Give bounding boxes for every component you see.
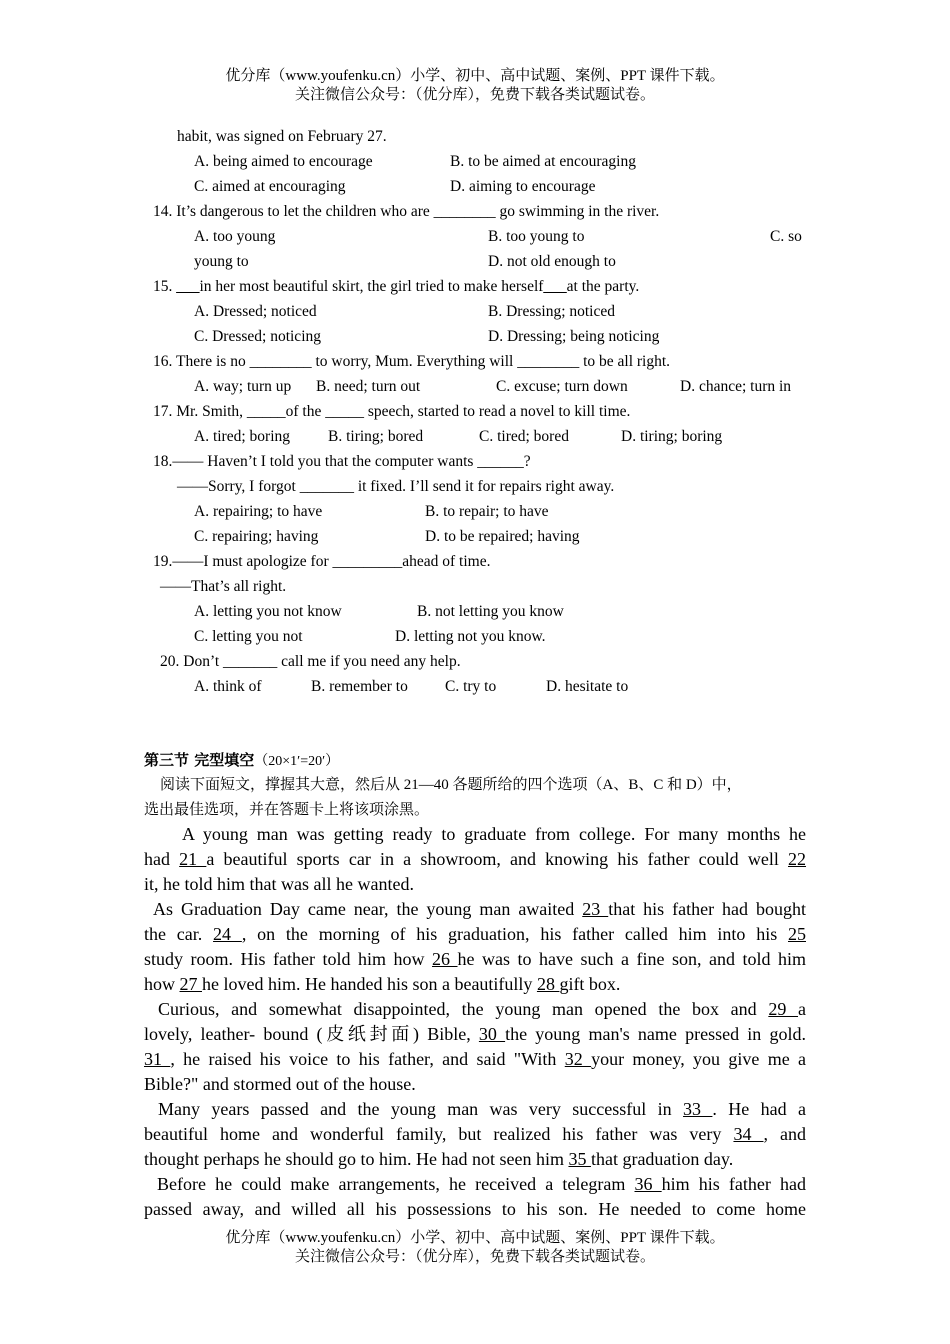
q18-option-d: D. to be repaired; having — [425, 528, 580, 545]
q16-option-c: C. excuse; turn down — [496, 378, 628, 395]
q14-option-a: A. too young — [194, 228, 276, 245]
q14-option-d: D. not old enough to — [488, 253, 616, 270]
passage-p1-line1: A young man was getting ready to graduate from college. For many months he — [182, 824, 806, 844]
blank-24: 24 — [213, 924, 242, 944]
q16-option-b: B. need; turn out — [316, 378, 421, 395]
blank-22: 22 — [788, 849, 807, 869]
passage-p1-line2: had 21 a beautiful sports car in a showroom, and knowing his father could well 22 — [144, 849, 807, 869]
q18-option-b: B. to repair; to have — [425, 503, 549, 520]
q18-option-a: A. repairing; to have — [194, 503, 323, 520]
passage-p5-line1: Before he could make arrangements, he received a telegram 36 him his father had — [157, 1174, 807, 1194]
footer-line-2: 关注微信公众号：（优分库），免费下载各类试题试卷。 — [294, 1249, 655, 1265]
blank-36: 36 — [634, 1174, 662, 1194]
q20-option-b: B. remember to — [311, 678, 408, 695]
q14-option-b: B. too young to — [488, 228, 585, 245]
blank-32: 32 — [564, 1049, 592, 1069]
q19-option-d: D. letting not you know. — [395, 628, 546, 645]
q16-option-d: D. chance; turn in — [680, 378, 792, 395]
q14-stem: 14. It’s dangerous to let the children who are ________ go swimming in the river. — [153, 203, 660, 220]
q14-option-c-part1: C. so — [770, 228, 802, 245]
blank-27: 27 — [179, 974, 202, 994]
q13-continuation: habit, was signed on February 27. — [177, 128, 387, 145]
passage-p4-line3: thought perhaps he should go to him. He had not seen him 35 that graduation day. — [144, 1149, 734, 1169]
blank-23: 23 — [582, 899, 609, 919]
passage-p5-line2: passed away, and willed all his possessions to his son. He needed to come home — [144, 1199, 806, 1219]
blank-35: 35 — [568, 1149, 591, 1169]
q20-option-c: C. try to — [445, 678, 497, 695]
q20-option-d: D. hesitate to — [546, 678, 629, 695]
blank-30: 30 — [478, 1024, 506, 1044]
q13-option-d: D. aiming to encourage — [450, 178, 596, 195]
header-line-2: 关注微信公众号：（优分库），免费下载各类试题试卷。 — [294, 87, 655, 103]
section-instruction-1: 阅读下面短文，撑握其大意，然后从 21—40 各题所给的四个选项（A、B、C 和 D）中， — [160, 777, 742, 793]
q19-reply: ——That’s all right. — [160, 578, 287, 595]
q20-stem: 20. Don’t _______ call me if you need any help. — [160, 653, 461, 670]
blank-34: 34 — [733, 1124, 764, 1144]
passage-p4-line1: Many years passed and the young man was very successful in 33 . He had a — [158, 1099, 807, 1119]
q17-option-d: D. tiring; boring — [621, 428, 723, 445]
section-instruction-2: 选出最佳选项，并在答题卡上将该项涂黑。 — [144, 802, 430, 818]
q15-option-c: C. Dressed; noticing — [194, 328, 321, 345]
passage-p3-line4: Bible?" and stormed out of the house. — [144, 1074, 416, 1094]
blank-28: 28 — [536, 974, 560, 994]
blank-26: 26 — [432, 949, 458, 969]
passage-p2-line4: how 27 he loved him. He handed his son a beautifully 28 gift box. — [144, 974, 621, 994]
blank-21: 21 — [179, 849, 207, 869]
section-title: 第三节 完型填空（20×1′=20′） — [144, 751, 340, 769]
q20-option-a: A. think of — [194, 678, 262, 695]
q16-stem: 16. There is no ________ to worry, Mum. Everything will ________ to be all right. — [153, 353, 671, 370]
q19-stem: 19.——I must apologize for _________ahead of time. — [153, 553, 491, 570]
passage-p3-line2: lovely, leather- bound (皮纸封面) Bible, 30 the young man's name pressed in gold. — [144, 1024, 806, 1044]
q14-option-c-part2: young to — [194, 253, 249, 270]
q19-option-b: B. not letting you know — [417, 603, 564, 620]
passage-p2-line2: the car. 24 , on the morning of his graduation, his father called him into his 25 — [144, 924, 806, 944]
q15-option-d: D. Dressing; being noticing — [488, 328, 660, 345]
blank-29: 29 — [768, 999, 799, 1019]
passage-p3-line3: 31 , he raised his voice to his father, and said "With 32 your money, you give me a — [144, 1049, 806, 1069]
q17-option-a: A. tired; boring — [194, 428, 290, 445]
q19-option-c: C. letting you not — [194, 628, 303, 645]
q15-stem: 15. ___in her most beautiful skirt, the girl tried to make herself___at the party. — [153, 278, 640, 295]
q15-option-b: B. Dressing; noticed — [488, 303, 615, 320]
q19-option-a: A. letting you not know — [194, 603, 342, 620]
q17-option-c: C. tired; bored — [479, 428, 569, 445]
header-line-1: 优分库（www.youfenku.cn）小学、初中、高中试题、案例、PPT 课件下载。 — [225, 68, 725, 84]
q13-option-a: A. being aimed to encourage — [194, 153, 373, 170]
q17-option-b: B. tiring; bored — [328, 428, 424, 445]
passage-p4-line2: beautiful home and wonderful family, but realized his father was very 34 , and — [144, 1124, 807, 1144]
q15-option-a: A. Dressed; noticed — [194, 303, 317, 320]
passage-p2-line1: As Graduation Day came near, the young man awaited 23 that his father had bought — [153, 899, 806, 919]
blank-25: 25 — [788, 924, 806, 944]
blank-31: 31 — [144, 1049, 171, 1069]
footer-line-1: 优分库（www.youfenku.cn）小学、初中、高中试题、案例、PPT 课件下载。 — [225, 1230, 725, 1246]
passage-p3-line1: Curious, and somewhat disappointed, the young man opened the box and 29 a — [158, 999, 807, 1019]
q18-stem: 18.—— Haven’t I told you that the computer wants ______? — [153, 453, 531, 470]
q18-reply: ——Sorry, I forgot _______ it fixed. I’ll send it for repairs right away. — [177, 478, 615, 495]
q18-option-c: C. repairing; having — [194, 528, 319, 545]
passage-p1-line3: it, he told him that was all he wanted. — [144, 874, 414, 894]
passage-p2-line3: study room. His father told him how 26 he was to have such a fine son, and told him — [144, 949, 807, 969]
q13-option-c: C. aimed at encouraging — [194, 178, 346, 195]
q16-option-a: A. way; turn up — [194, 378, 292, 395]
q13-option-b: B. to be aimed at encouraging — [450, 153, 636, 170]
blank-33: 33 — [683, 1099, 713, 1119]
q17-stem: 17. Mr. Smith, _____of the _____ speech, started to read a novel to kill time. — [153, 403, 631, 420]
